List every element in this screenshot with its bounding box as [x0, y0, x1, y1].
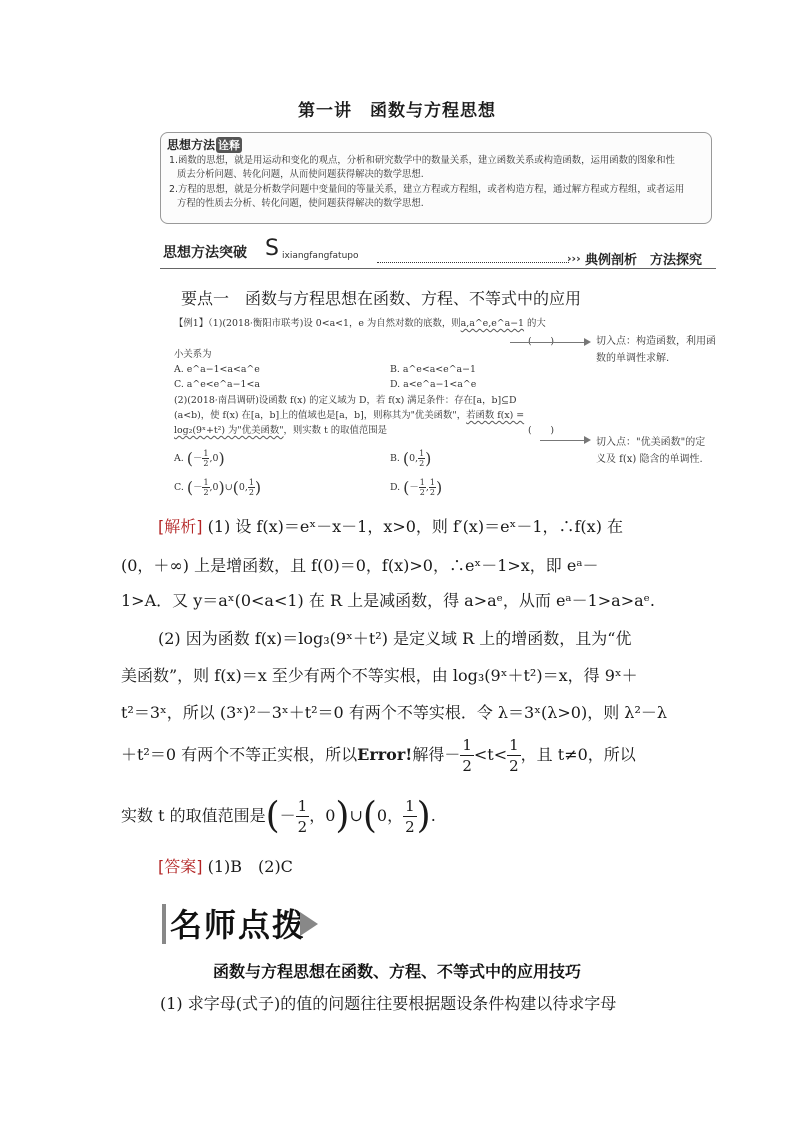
example-q2-line-2 [174, 408, 524, 423]
option-d: D. a<e^a−1<a^e [390, 379, 477, 390]
option-a-2-minus: － [193, 453, 203, 464]
option-d-2-fraction-1: $\frac{1}{2}$ [419, 478, 425, 497]
example-q1-wavy: a,a^e,e^a−1 [460, 318, 525, 329]
solution-label: [解析] [158, 517, 203, 536]
solution-line-6: t²＝3ˣ，所以 (3ˣ)²－3ˣ＋t²＝0 有两个不等实根．令 λ＝3ˣ(λ>0)，则 λ²－λ [121, 703, 668, 722]
section-header-big-s: S [265, 236, 279, 261]
tips-left-bar [162, 904, 166, 944]
example-q2-line-1: (2)(2018·南昌调研)设函数 f(x) 的定义域为 D，若 f(x) 满足条件：存在[a，b]⊆D [174, 395, 517, 406]
method-box-header [167, 136, 242, 153]
note-2-arrow-line [540, 440, 586, 441]
side-note-2 [596, 434, 705, 468]
side-note-1-line-1: 切入点：构造函数，利用函 [596, 336, 716, 347]
method-box-header-stamp: 诠释 [218, 139, 241, 152]
option-b-2-label: B. [390, 453, 400, 464]
method-item-1-line-2: 质去分析问题、转化问题，从而使问题获得解决的数学思想. [177, 169, 424, 181]
solution-line-7-fraction-2: $\frac{1}{2}$ [509, 736, 519, 775]
option-c-2-fraction-2: $\frac{1}{2}$ [248, 478, 254, 497]
solution-line-7-fraction-1: $\frac{1}{2}$ [462, 736, 472, 775]
tips-line-1: (1) 求字母(式子)的值的问题往往要根据题设条件构建以待求字母 [160, 994, 617, 1013]
side-note-1 [596, 333, 716, 367]
option-a: A. e^a−1<a<a^e [174, 364, 260, 375]
side-note-2-line-2: 义及 f(x) 隐含的单调性. [596, 454, 703, 465]
solution-line-7-text-d: ，且 t≠0，所以 [520, 745, 636, 764]
example-q2-line-3-text: ，则实数 t 的取值范围是 [283, 425, 388, 436]
section-header-pinyin: ixiangfangfatupo [282, 251, 359, 261]
answer-text: (1)B (2)C [207, 857, 293, 876]
section-header-title: 思想方法突破 [163, 245, 247, 261]
section-header-right-text: 典例剖析 方法探究 [585, 253, 703, 268]
side-note-2-line-1: 切入点："优美函数"的定 [596, 437, 706, 448]
example-q1-suffix: 的大 [524, 318, 546, 329]
option-b: B. a^e<a<e^a−1 [390, 364, 476, 375]
solution-line-8: 实数 t 的取值范围是(－ $\frac{1}{2}$ ，0)∪(0， $\frac{1}{2}$ ). [121, 795, 436, 837]
method-item-1-line-1: 1.函数的思想，就是用运动和变化的观点，分析和研究数学中的数量关系，建立函数关系或构造函数，运用函数的图象和性 [169, 155, 675, 166]
option-c-2-fraction-1: $\frac{1}{2}$ [203, 478, 209, 497]
note-1-arrow-line [510, 342, 586, 343]
triangle-right-icon [300, 912, 318, 936]
example-q2-line-2-wavy: 若函数 f(x) = [466, 410, 525, 421]
example-q1-line-1 [174, 316, 546, 331]
solution-line-7 [121, 735, 636, 776]
solution-line-1 [158, 517, 623, 537]
example-q2-line-2-text: (a<b)，使 f(x) 在[a，b]上的值域也是[a，b]，则称其为"优美函数"， [174, 410, 467, 421]
side-note-1-line-2: 数的单调性求解. [596, 353, 670, 364]
chevron-right-icon: ››› [567, 252, 581, 265]
arrow-right-icon [584, 338, 591, 346]
answer-line [158, 857, 293, 877]
section-header-divider [160, 268, 716, 269]
option-b-2-fraction: $\frac{1}{2}$ [419, 449, 425, 468]
example-q1-line-2: 小关系为 [174, 349, 212, 360]
method-item-2-line-2: 方程的性质去分析、转化问题，使问题获得解决的数学思想. [177, 197, 424, 209]
solution-line-8-text: 实数 t 的取值范围是 [121, 806, 266, 825]
option-a-2-label: A. [174, 453, 184, 464]
option-c-2: C. (－ $\frac{1}{2}$ ,0)∪(0, $\frac{1}{2}$ ) [174, 478, 262, 497]
example-q2-answer-paren: ( ) [528, 425, 555, 436]
solution-line-7-text-a: ＋t²＝0 有两个不等正实根，所以 [121, 745, 358, 764]
tips-subtitle: 函数与方程思想在函数、方程、不等式中的应用技巧 [212, 962, 581, 981]
example-q1-prefix: 【例1】（1)(2018·衡阳市联考)设 0<a<1，e 为自然对数的底数，则 [174, 318, 461, 329]
option-b-2: B. (0, $\frac{1}{2}$ ) [390, 449, 432, 468]
solution-line-4: (2) 因为函数 f(x)＝log₃(9ˣ＋t²) 是定义域 R 上的增函数，且为“优 [158, 629, 632, 648]
solution-line-3: 1>A．又 y＝aˣ(0<a<1) 在 R 上是减函数，得 a>aᵉ，从而 eᵃ－1>a>aᵉ. [121, 591, 655, 610]
option-c: C. a^e<e^a−1<a [174, 379, 260, 390]
arrow-right-icon [584, 436, 591, 444]
option-a-2-fraction: $\frac{1}{2}$ [203, 449, 209, 468]
option-c-2-label: C. [174, 482, 184, 493]
option-d-2: D. (－ $\frac{1}{2}$ , $\frac{1}{2}$ ) [390, 478, 443, 497]
solution-line-8-union: ∪ [349, 806, 363, 825]
example-q1-answer-paren: ( ) [528, 336, 555, 347]
solution-line-7-text-c: <t< [473, 745, 508, 764]
method-box-body [169, 154, 703, 211]
answer-label: [答案] [158, 857, 203, 876]
method-explanation-box [160, 132, 712, 224]
solution-line-7-text-b: 解得－ [412, 745, 461, 764]
key-point-heading: 要点一 函数与方程思想在函数、方程、不等式中的应用 [181, 289, 582, 308]
option-d-2-fraction-2: $\frac{1}{2}$ [429, 478, 435, 497]
method-box-header-text: 思想方法 [167, 138, 216, 152]
tips-title: 名师点拨 [170, 906, 307, 944]
method-item-2-line-1: 2.方程的思想，就是分析数学问题中变量间的等量关系，建立方程或方程组，或者构造方程，通过解方程或方程组，或者运用 [169, 183, 685, 195]
option-a-2: A. (－ $\frac{1}{2}$ ,0) [174, 449, 225, 468]
solution-line-5: 美函数”，则 f(x)＝x 至少有两个不等实根，由 log₃(9ˣ＋t²)＝x，得 9ˣ＋ [121, 666, 638, 685]
solution-line-2: (0，＋∞) 上是增函数，且 f(0)＝0，f(x)>0，∴eˣ－1>x，即 eᵃ－ [121, 556, 599, 575]
example-q2-line-3 [174, 423, 387, 438]
lecture-title: 第一讲 函数与方程思想 [298, 101, 496, 121]
example-q2-line-3-wavy: log₂(9ˣ+t²) 为"优美函数" [174, 425, 284, 436]
option-d-2-label: D. [390, 482, 401, 493]
solution-line-8-fraction-2: $\frac{1}{2}$ [405, 797, 415, 836]
solution-line-7-error: Error! [357, 745, 413, 764]
section-header-dotted-line [377, 262, 569, 263]
solution-line-1-text: (1) 设 f(x)＝eˣ－x－1，x>0，则 f′(x)＝eˣ－1，∴f(x) 在 [207, 517, 624, 536]
solution-line-8-fraction-1: $\frac{1}{2}$ [297, 797, 308, 836]
